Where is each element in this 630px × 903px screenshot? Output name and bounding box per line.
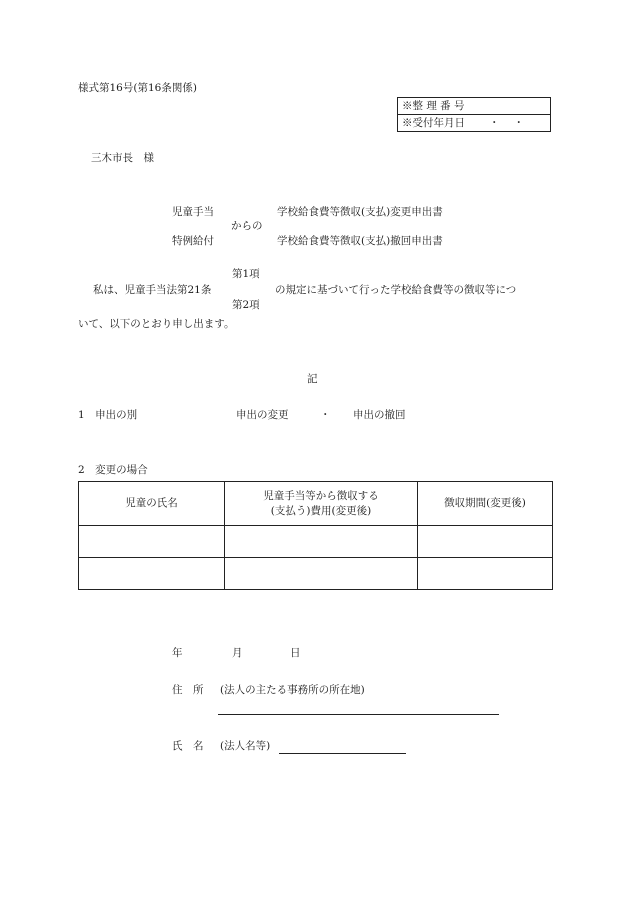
- cell-period[interactable]: [418, 526, 553, 558]
- cell-cost[interactable]: [225, 558, 418, 590]
- addressee: 三木市長 様: [91, 152, 154, 164]
- header-cost-line-1: 児童手当等から徴収する: [263, 490, 379, 503]
- cell-cost[interactable]: [225, 526, 418, 558]
- title-doc-change: 学校給食費等徴収(支払)変更申出書: [277, 206, 443, 218]
- item1-separator: ・: [320, 409, 331, 421]
- title-option-special-benefit: 特例給付: [172, 235, 214, 247]
- header-period: 徴収期間(変更後): [418, 482, 553, 526]
- header-child-name: 児童の氏名: [79, 482, 225, 526]
- address-line[interactable]: [218, 714, 499, 715]
- name-note: (法人名等): [220, 740, 271, 752]
- name-label: 氏 名: [172, 740, 204, 752]
- cell-child-name[interactable]: [79, 558, 225, 590]
- change-table: [78, 481, 553, 590]
- form-number: 様式第16号(第16条関係): [78, 82, 197, 94]
- header-cost: [225, 482, 418, 526]
- reference-number-label: ※整 理 番 号: [402, 100, 465, 112]
- date-year: 年: [172, 647, 183, 659]
- title-connector: からの: [231, 220, 263, 232]
- receipt-date-sep-2: ・: [513, 117, 524, 129]
- reference-number-row: [398, 98, 550, 114]
- address-label: 住 所: [172, 684, 204, 696]
- item1-option-withdraw: 申出の撤回: [353, 409, 406, 421]
- address-note: (法人の主たる事務所の所在地): [220, 684, 365, 696]
- statement-prefix: 私は、児童手当法第21条: [93, 284, 212, 296]
- receipt-date-label: ※受付年月日: [402, 117, 465, 129]
- statement-line-2: いて、以下のとおり申し出ます。: [78, 318, 235, 330]
- date-month: 月: [232, 647, 243, 659]
- item1-label: 1 申出の別: [78, 409, 138, 421]
- cell-period[interactable]: [418, 558, 553, 590]
- table-row: [79, 558, 553, 590]
- table-row: [79, 526, 553, 558]
- cell-child-name[interactable]: [79, 526, 225, 558]
- table-header-row: [79, 482, 553, 526]
- item1-option-change: 申出の変更: [236, 409, 289, 421]
- reference-box: [397, 97, 551, 132]
- ki-heading: 記: [307, 373, 318, 385]
- title-option-child-allowance: 児童手当: [172, 206, 214, 218]
- statement-suffix: の規定に基づいて行った学校給食費等の徴収等につ: [275, 284, 517, 296]
- statement-paragraph-2: 第2項: [232, 299, 260, 311]
- statement-paragraph-1: 第1項: [232, 268, 260, 280]
- name-line[interactable]: [279, 753, 406, 754]
- receipt-date-row: [398, 114, 550, 131]
- item2-label: 2 変更の場合: [78, 464, 148, 476]
- receipt-date-sep-1: ・: [489, 117, 500, 129]
- date-day: 日: [290, 647, 301, 659]
- title-doc-withdraw: 学校給食費等徴収(支払)撤回申出書: [277, 235, 443, 247]
- header-cost-line-2: (支払う)費用(変更後): [270, 504, 372, 517]
